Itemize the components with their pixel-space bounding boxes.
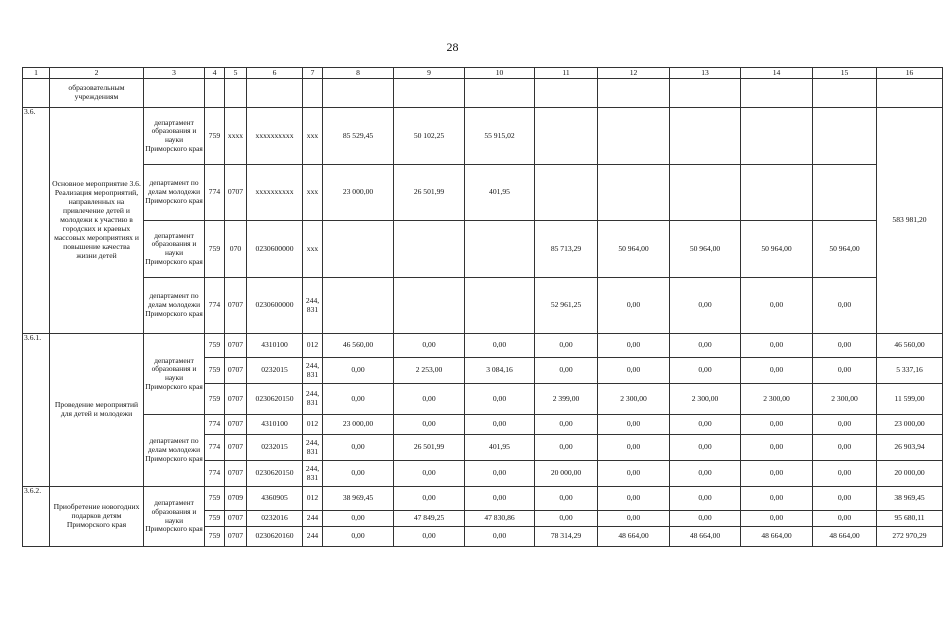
cell-c10: 55 915,02 xyxy=(465,108,535,165)
header-cell: 3 xyxy=(144,68,205,79)
cell-c4: 759 xyxy=(205,527,225,547)
cell-c4: 774 xyxy=(205,165,225,221)
cell-c6: 0232015 xyxy=(247,358,303,384)
cell-c11: 0,00 xyxy=(535,334,598,358)
cell-c8: 85 529,45 xyxy=(323,108,394,165)
department-name: департамент по делам молодежи Приморского края xyxy=(144,165,205,221)
cell-c14: 2 300,00 xyxy=(741,384,813,415)
cell-c6: 0230620150 xyxy=(247,461,303,487)
cell-c11: 78 314,29 xyxy=(535,527,598,547)
cell-c5: 0707 xyxy=(225,511,247,527)
cell-c16: 272 970,29 xyxy=(877,527,943,547)
cell-c10: 0,00 xyxy=(465,527,535,547)
cell-c12: 48 664,00 xyxy=(598,527,670,547)
cell-c13: 0,00 xyxy=(670,487,741,511)
cell-c6: 4310100 xyxy=(247,334,303,358)
cell-c16: 23 000,00 xyxy=(877,415,943,435)
cell-c15: 48 664,00 xyxy=(813,527,877,547)
cell-c16: 20 000,00 xyxy=(877,461,943,487)
cell-c7: 012 xyxy=(303,415,323,435)
cell-c9: 0,00 xyxy=(394,527,465,547)
cell-c13: 0,00 xyxy=(670,435,741,461)
cell-c6: 0232016 xyxy=(247,511,303,527)
cell-c5: 0707 xyxy=(225,527,247,547)
cell-c7: ххх xyxy=(303,221,323,278)
cell-c16: 46 560,00 xyxy=(877,334,943,358)
cell-c14: 48 664,00 xyxy=(741,527,813,547)
header-row xyxy=(23,68,943,79)
cell-empty xyxy=(247,79,303,108)
cell-c12: 50 964,00 xyxy=(598,221,670,278)
cell-c9: 2 253,00 xyxy=(394,358,465,384)
header-cell: 7 xyxy=(303,68,323,79)
cell-c7: 244 xyxy=(303,527,323,547)
cell-c6: 0230600000 xyxy=(247,221,303,278)
cell-c15: 0,00 xyxy=(813,334,877,358)
cell-c16: 5 337,16 xyxy=(877,358,943,384)
cell-c4: 774 xyxy=(205,415,225,435)
cell-c15: 0,00 xyxy=(813,511,877,527)
cell-empty xyxy=(23,79,50,108)
cell-c12: 0,00 xyxy=(598,461,670,487)
header-cell: 12 xyxy=(598,68,670,79)
header-cell: 13 xyxy=(670,68,741,79)
cell-c9: 0,00 xyxy=(394,487,465,511)
cell-c9: 0,00 xyxy=(394,384,465,415)
cell-c7: 244, 831 xyxy=(303,358,323,384)
cell-c12: 0,00 xyxy=(598,278,670,334)
table-row xyxy=(23,165,943,221)
continuation-row xyxy=(23,79,943,108)
cell-c9: 26 501,99 xyxy=(394,435,465,461)
cell-c12 xyxy=(598,108,670,165)
header-cell: 4 xyxy=(205,68,225,79)
activity-name: Основное мероприятие 3.6. Реализация мероприятий, направленных на привлечение детей и молодежи к участию в городских и краевых массовых мероприятиях и повышение качества жизни детей xyxy=(50,108,144,334)
cell-empty xyxy=(877,79,943,108)
cell-c8: 0,00 xyxy=(323,384,394,415)
cell-c14: 0,00 xyxy=(741,415,813,435)
cell-c15: 0,00 xyxy=(813,461,877,487)
cell-total: 583 981,20 xyxy=(877,108,943,334)
cell-c8: 38 969,45 xyxy=(323,487,394,511)
cell-c13: 0,00 xyxy=(670,461,741,487)
cell-c5: 0707 xyxy=(225,278,247,334)
cell-empty xyxy=(535,79,598,108)
cell-c11: 2 399,00 xyxy=(535,384,598,415)
cell-c15: 0,00 xyxy=(813,435,877,461)
cell-c12: 0,00 xyxy=(598,435,670,461)
cell-c5: 0707 xyxy=(225,461,247,487)
page-number: 28 xyxy=(446,40,459,54)
cell-c8: 23 000,00 xyxy=(323,165,394,221)
row-code: 3.6.2. xyxy=(23,487,50,547)
cell-c7: 012 xyxy=(303,334,323,358)
cell-c10: 0,00 xyxy=(465,415,535,435)
department-name: департамент образования и науки Приморского края xyxy=(144,221,205,278)
cell-c13: 0,00 xyxy=(670,278,741,334)
cell-c10: 401,95 xyxy=(465,435,535,461)
cell-c6: хххххххххх xyxy=(247,108,303,165)
table-row xyxy=(23,108,943,165)
cell-c14: 0,00 xyxy=(741,487,813,511)
cell-c4: 759 xyxy=(205,334,225,358)
cell-c10: 0,00 xyxy=(465,487,535,511)
department-name: департамент образования и науки Приморского края xyxy=(144,334,205,415)
cell-c4: 774 xyxy=(205,461,225,487)
cell-c11 xyxy=(535,108,598,165)
cell-c8: 0,00 xyxy=(323,511,394,527)
cell-c8: 0,00 xyxy=(323,461,394,487)
cell-c16: 38 969,45 xyxy=(877,487,943,511)
cell-c16: 11 599,00 xyxy=(877,384,943,415)
cell-c8: 0,00 xyxy=(323,527,394,547)
cell-c15 xyxy=(813,108,877,165)
row-code: 3.6.1. xyxy=(23,334,50,487)
cell-c12: 2 300,00 xyxy=(598,384,670,415)
cell-c7: 244 xyxy=(303,511,323,527)
cell-c7: 244, 831 xyxy=(303,278,323,334)
department-name: департамент по делам молодежи Приморского края xyxy=(144,415,205,487)
cell-c11: 0,00 xyxy=(535,511,598,527)
cell-c4: 759 xyxy=(205,221,225,278)
cell-c12: 0,00 xyxy=(598,487,670,511)
cell-c8: 0,00 xyxy=(323,358,394,384)
cell-c11: 0,00 xyxy=(535,487,598,511)
cell-c9 xyxy=(394,221,465,278)
header-cell: 5 xyxy=(225,68,247,79)
cell-c9: 47 849,25 xyxy=(394,511,465,527)
cell-c12: 0,00 xyxy=(598,511,670,527)
cell-c7: 012 xyxy=(303,487,323,511)
cell-c5: 0707 xyxy=(225,435,247,461)
department-name: департамент образования и науки Приморского края xyxy=(144,487,205,547)
cell-c15 xyxy=(813,165,877,221)
cell-c5: 0707 xyxy=(225,384,247,415)
cell-c11: 0,00 xyxy=(535,435,598,461)
cell-c10 xyxy=(465,221,535,278)
cell-c8: 0,00 xyxy=(323,435,394,461)
department-name: департамент по делам молодежи Приморского края xyxy=(144,278,205,334)
cell-c14: 0,00 xyxy=(741,435,813,461)
header-cell: 14 xyxy=(741,68,813,79)
header-cell: 10 xyxy=(465,68,535,79)
cell-empty xyxy=(323,79,394,108)
cell-empty xyxy=(225,79,247,108)
cell-c15: 50 964,00 xyxy=(813,221,877,278)
cell-c7: ххх xyxy=(303,108,323,165)
cell-empty xyxy=(144,79,205,108)
cell-c4: 759 xyxy=(205,384,225,415)
cell-c6: 0230620150 xyxy=(247,384,303,415)
cell-c8: 46 560,00 xyxy=(323,334,394,358)
cell-c14: 0,00 xyxy=(741,358,813,384)
cell-c5: 0707 xyxy=(225,165,247,221)
cell-empty xyxy=(670,79,741,108)
header-cell: 11 xyxy=(535,68,598,79)
cell-empty xyxy=(303,79,323,108)
cell-c15: 0,00 xyxy=(813,487,877,511)
cell-c13: 50 964,00 xyxy=(670,221,741,278)
cell-c10: 0,00 xyxy=(465,334,535,358)
cell-c14: 50 964,00 xyxy=(741,221,813,278)
cell-c10: 0,00 xyxy=(465,384,535,415)
header-cell: 16 xyxy=(877,68,943,79)
cell-c13: 0,00 xyxy=(670,511,741,527)
row-code: 3.6. xyxy=(23,108,50,334)
cell-c16: 95 680,11 xyxy=(877,511,943,527)
cell-c5: хххх xyxy=(225,108,247,165)
cell-c13 xyxy=(670,165,741,221)
cell-c6: 4310100 xyxy=(247,415,303,435)
cell-c10 xyxy=(465,278,535,334)
cell-c6: 0230600000 xyxy=(247,278,303,334)
cell-c5: 0707 xyxy=(225,334,247,358)
header-cell: 6 xyxy=(247,68,303,79)
cell-c12 xyxy=(598,165,670,221)
cell-c4: 774 xyxy=(205,435,225,461)
cell-c15: 0,00 xyxy=(813,415,877,435)
cell-c9: 0,00 xyxy=(394,415,465,435)
cell-c6: 0232015 xyxy=(247,435,303,461)
cell-c14: 0,00 xyxy=(741,461,813,487)
table-row xyxy=(23,278,943,334)
cell-c5: 0707 xyxy=(225,358,247,384)
cell-c7: 244, 831 xyxy=(303,384,323,415)
cell-c13: 0,00 xyxy=(670,358,741,384)
header-cell: 2 xyxy=(50,68,144,79)
cell-c11 xyxy=(535,165,598,221)
cell-c9: 0,00 xyxy=(394,461,465,487)
cell-c5: 0709 xyxy=(225,487,247,511)
cell-c11: 85 713,29 xyxy=(535,221,598,278)
cell-c14: 0,00 xyxy=(741,278,813,334)
cell-c10: 3 084,16 xyxy=(465,358,535,384)
cell-c9: 50 102,25 xyxy=(394,108,465,165)
cell-c8 xyxy=(323,278,394,334)
cell-c6: хххххххххх xyxy=(247,165,303,221)
cell-empty xyxy=(394,79,465,108)
header-cell: 9 xyxy=(394,68,465,79)
cell-c13: 2 300,00 xyxy=(670,384,741,415)
cell-c9: 0,00 xyxy=(394,334,465,358)
cell-c6: 0230620160 xyxy=(247,527,303,547)
cell-c9 xyxy=(394,278,465,334)
cell-c15: 0,00 xyxy=(813,278,877,334)
cell-c4: 759 xyxy=(205,511,225,527)
cell-c12: 0,00 xyxy=(598,334,670,358)
cell-c13: 0,00 xyxy=(670,334,741,358)
department-name: департамент образования и науки Приморского края xyxy=(144,108,205,165)
cell-c8 xyxy=(323,221,394,278)
cell-c14 xyxy=(741,165,813,221)
cell-c11: 0,00 xyxy=(535,415,598,435)
cell-c5: 0707 xyxy=(225,415,247,435)
cell-c9: 26 501,99 xyxy=(394,165,465,221)
cell-empty xyxy=(741,79,813,108)
table-row xyxy=(23,415,943,435)
cell-c10: 47 830,86 xyxy=(465,511,535,527)
table-row xyxy=(23,221,943,278)
cell-c11: 20 000,00 xyxy=(535,461,598,487)
cell-c13 xyxy=(670,108,741,165)
cell-c5: 070 xyxy=(225,221,247,278)
cell-c8: 23 000,00 xyxy=(323,415,394,435)
continuation-text: образовательным учреждениям xyxy=(50,79,144,108)
cell-empty xyxy=(465,79,535,108)
cell-c16: 26 903,94 xyxy=(877,435,943,461)
activity-name: Приобретение новогодних подарков детям Приморского края xyxy=(50,487,144,547)
budget-table xyxy=(22,67,943,547)
header-cell: 8 xyxy=(323,68,394,79)
cell-c4: 759 xyxy=(205,108,225,165)
table-row xyxy=(23,334,943,358)
cell-c13: 48 664,00 xyxy=(670,527,741,547)
table-row xyxy=(23,487,943,511)
cell-c14 xyxy=(741,108,813,165)
cell-c6: 4360905 xyxy=(247,487,303,511)
cell-c13: 0,00 xyxy=(670,415,741,435)
cell-c11: 52 961,25 xyxy=(535,278,598,334)
cell-empty xyxy=(813,79,877,108)
cell-c15: 0,00 xyxy=(813,358,877,384)
cell-c12: 0,00 xyxy=(598,358,670,384)
header-cell: 1 xyxy=(23,68,50,79)
cell-empty xyxy=(598,79,670,108)
cell-c12: 0,00 xyxy=(598,415,670,435)
cell-c7: 244, 831 xyxy=(303,461,323,487)
cell-c4: 759 xyxy=(205,358,225,384)
activity-name: Проведение мероприятий для детей и молодежи xyxy=(50,334,144,487)
cell-c15: 2 300,00 xyxy=(813,384,877,415)
cell-c14: 0,00 xyxy=(741,511,813,527)
cell-empty xyxy=(205,79,225,108)
cell-c7: 244, 831 xyxy=(303,435,323,461)
cell-c4: 759 xyxy=(205,487,225,511)
cell-c10: 401,95 xyxy=(465,165,535,221)
cell-c10: 0,00 xyxy=(465,461,535,487)
header-cell: 15 xyxy=(813,68,877,79)
cell-c11: 0,00 xyxy=(535,358,598,384)
cell-c4: 774 xyxy=(205,278,225,334)
cell-c7: ххх xyxy=(303,165,323,221)
cell-c14: 0,00 xyxy=(741,334,813,358)
